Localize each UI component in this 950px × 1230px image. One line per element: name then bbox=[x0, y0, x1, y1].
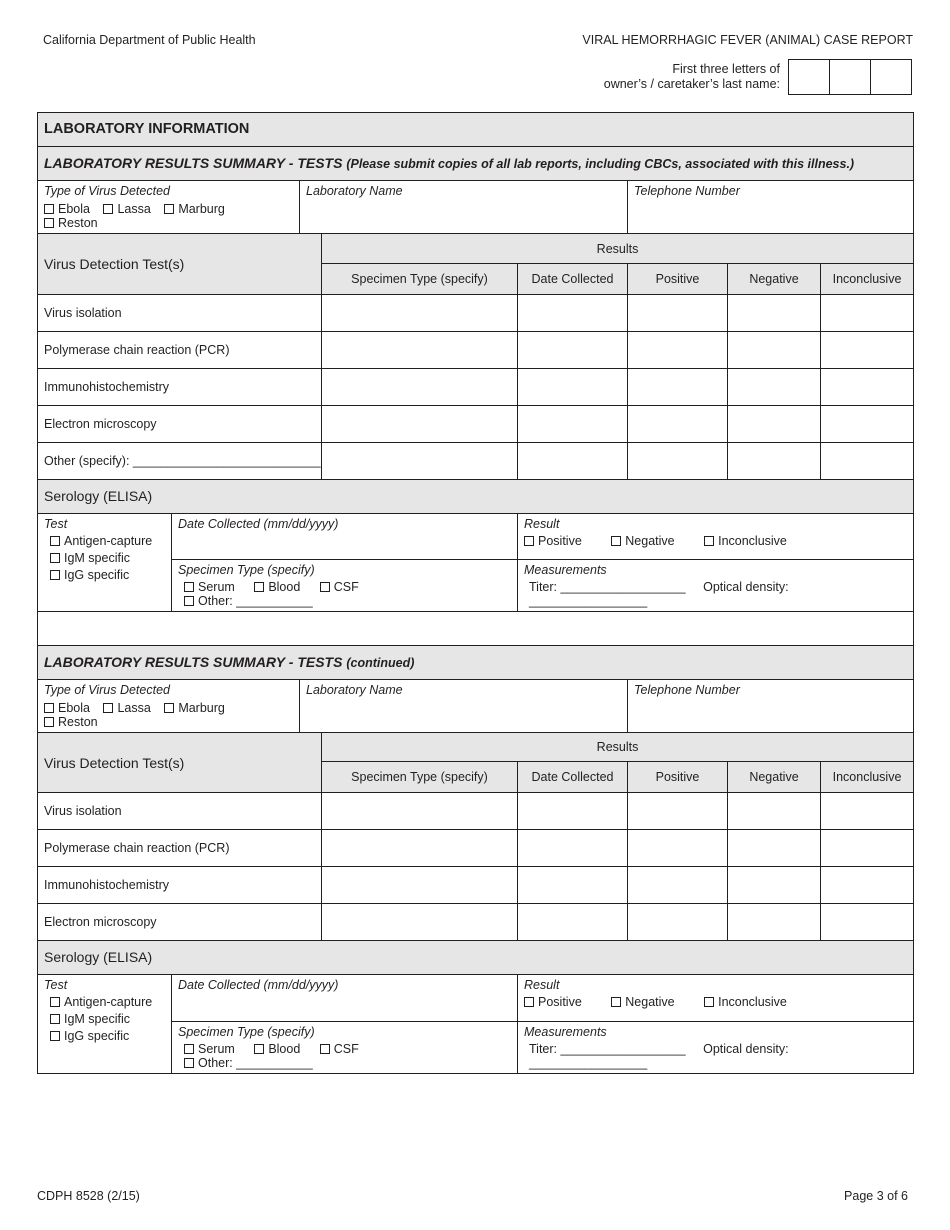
col-date-collected: Date Collected bbox=[518, 264, 628, 295]
result-option-negative[interactable]: Negative bbox=[611, 995, 674, 1009]
virus-detection-header: Virus Detection Test(s) bbox=[38, 234, 322, 295]
positive-cell[interactable] bbox=[628, 295, 728, 332]
checkbox[interactable] bbox=[524, 536, 534, 546]
checkbox[interactable] bbox=[524, 997, 534, 1007]
virus-option-marburg[interactable]: Marburg bbox=[164, 701, 225, 715]
col-positive: Positive bbox=[628, 264, 728, 295]
date-cell[interactable] bbox=[518, 867, 628, 904]
checkbox[interactable] bbox=[184, 1058, 194, 1068]
table-row bbox=[38, 793, 914, 830]
test-option-igm[interactable]: IgM specific bbox=[50, 1012, 171, 1026]
table-row bbox=[38, 867, 914, 904]
test-name: Immunohistochemistry bbox=[38, 867, 322, 904]
virus-option-marburg[interactable]: Marburg bbox=[164, 202, 225, 216]
checkbox[interactable] bbox=[254, 1044, 264, 1054]
col-specimen-type: Specimen Type (specify) bbox=[322, 762, 518, 793]
test-name: Polymerase chain reaction (PCR) bbox=[38, 332, 322, 369]
lab-name-field[interactable]: Laboratory Name bbox=[300, 680, 628, 733]
checkbox[interactable] bbox=[50, 997, 60, 1007]
col-positive: Positive bbox=[628, 762, 728, 793]
checkbox[interactable] bbox=[184, 1044, 194, 1054]
result-option-positive[interactable]: Positive bbox=[524, 995, 582, 1009]
results-header: Results bbox=[322, 234, 914, 264]
titer-field[interactable]: Titer: __________________ bbox=[529, 1042, 686, 1056]
test-name: Other (specify): ___________________________ bbox=[38, 443, 322, 480]
col-specimen-type: Specimen Type (specify) bbox=[322, 264, 518, 295]
virus-type-cell: Type of Virus Detected Ebola Lassa Marburg Reston bbox=[38, 680, 300, 733]
specimen-option-blood[interactable]: Blood bbox=[254, 1042, 300, 1056]
table-row bbox=[38, 369, 914, 406]
report-title: VIRAL HEMORRHAGIC FEVER (ANIMAL) CASE REPORT bbox=[582, 33, 913, 47]
positive-cell[interactable] bbox=[628, 369, 728, 406]
inconclusive-cell[interactable] bbox=[821, 406, 914, 443]
serology-title: Serology (ELISA) bbox=[38, 941, 914, 975]
checkbox[interactable] bbox=[611, 997, 621, 1007]
inconclusive-cell[interactable] bbox=[821, 443, 914, 480]
optical-density-field[interactable]: Optical density: _________________ bbox=[529, 580, 789, 608]
test-name: Immunohistochemistry bbox=[38, 369, 322, 406]
specimen-cell[interactable] bbox=[322, 295, 518, 332]
positive-cell[interactable] bbox=[628, 406, 728, 443]
checkbox[interactable] bbox=[254, 582, 264, 592]
result-option-inconclusive[interactable]: Inconclusive bbox=[704, 995, 787, 1009]
positive-cell[interactable] bbox=[628, 443, 728, 480]
summary-title-continued: LABORATORY RESULTS SUMMARY - TESTS (continued) bbox=[38, 646, 914, 680]
owner-initials-boxes[interactable] bbox=[788, 59, 912, 95]
table-row bbox=[38, 443, 914, 480]
specimen-cell[interactable] bbox=[322, 867, 518, 904]
positive-cell[interactable] bbox=[628, 867, 728, 904]
test-name: Electron microscopy bbox=[38, 406, 322, 443]
result-option-positive[interactable]: Positive bbox=[524, 534, 582, 548]
col-negative: Negative bbox=[728, 264, 821, 295]
checkbox[interactable] bbox=[164, 204, 174, 214]
checkbox[interactable] bbox=[44, 703, 54, 713]
date-cell[interactable] bbox=[518, 406, 628, 443]
owner-initial-1[interactable] bbox=[789, 60, 830, 94]
negative-cell[interactable] bbox=[728, 830, 821, 867]
inconclusive-cell[interactable] bbox=[821, 332, 914, 369]
specimen-option-csf[interactable]: CSF bbox=[320, 580, 359, 594]
virus-detection-header: Virus Detection Test(s) bbox=[38, 733, 322, 793]
virus-option-reston[interactable]: Reston bbox=[44, 216, 98, 230]
inconclusive-cell[interactable] bbox=[821, 867, 914, 904]
specimen-option-serum[interactable]: Serum bbox=[184, 1042, 235, 1056]
virus-option-ebola[interactable]: Ebola bbox=[44, 701, 90, 715]
table-row bbox=[38, 904, 914, 941]
negative-cell[interactable] bbox=[728, 406, 821, 443]
specimen-cell[interactable] bbox=[322, 904, 518, 941]
summary-title: LABORATORY RESULTS SUMMARY - TESTS (Please submit copies of all lab reports, including CBCs, associated with this illness.) bbox=[38, 147, 914, 181]
negative-cell[interactable] bbox=[728, 369, 821, 406]
date-cell[interactable] bbox=[518, 369, 628, 406]
checkbox[interactable] bbox=[320, 1044, 330, 1054]
checkbox[interactable] bbox=[103, 703, 113, 713]
specimen-option-csf[interactable]: CSF bbox=[320, 1042, 359, 1056]
specimen-option-other[interactable]: Other: ___________ bbox=[184, 594, 313, 608]
virus-option-ebola[interactable]: Ebola bbox=[44, 202, 90, 216]
negative-cell[interactable] bbox=[728, 332, 821, 369]
specimen-cell[interactable] bbox=[322, 793, 518, 830]
serology-result-cell: Result Positive Negative Inconclusive bbox=[518, 514, 914, 560]
table-row bbox=[38, 295, 914, 332]
inconclusive-cell[interactable] bbox=[821, 793, 914, 830]
telephone-field[interactable]: Telephone Number bbox=[628, 680, 914, 733]
test-name: Virus isolation bbox=[38, 295, 322, 332]
form-id: CDPH 8528 (2/15) bbox=[37, 1189, 140, 1203]
checkbox[interactable] bbox=[184, 582, 194, 592]
result-option-inconclusive[interactable]: Inconclusive bbox=[704, 534, 787, 548]
specimen-cell[interactable] bbox=[322, 406, 518, 443]
checkbox[interactable] bbox=[44, 204, 54, 214]
col-inconclusive: Inconclusive bbox=[821, 762, 914, 793]
date-cell[interactable] bbox=[518, 904, 628, 941]
table-row bbox=[38, 830, 914, 867]
owner-name-label: First three letters of owner’s / caretaker’s last name: bbox=[603, 62, 780, 91]
negative-cell[interactable] bbox=[728, 904, 821, 941]
serology-date-field[interactable]: Date Collected (mm/dd/yyyy) bbox=[172, 975, 518, 1022]
serology-measurements-cell: Measurements Titer: __________________ Optical density: _________________ bbox=[518, 1022, 914, 1074]
checkbox[interactable] bbox=[50, 553, 60, 563]
negative-cell[interactable] bbox=[728, 793, 821, 830]
test-name: Electron microscopy bbox=[38, 904, 322, 941]
date-cell[interactable] bbox=[518, 332, 628, 369]
negative-cell[interactable] bbox=[728, 295, 821, 332]
laboratory-form bbox=[37, 112, 913, 1074]
virus-type-cell: Type of Virus Detected Ebola Lassa Marburg Reston bbox=[38, 181, 300, 234]
test-name: Polymerase chain reaction (PCR) bbox=[38, 830, 322, 867]
inconclusive-cell[interactable] bbox=[821, 295, 914, 332]
col-negative: Negative bbox=[728, 762, 821, 793]
col-date-collected: Date Collected bbox=[518, 762, 628, 793]
lab-table-1 bbox=[37, 112, 914, 1074]
page-number: Page 3 of 6 bbox=[844, 1189, 908, 1203]
serology-test-cell: Test Antigen-capture IgM specific IgG specific bbox=[38, 975, 172, 1074]
owner-initial-2[interactable] bbox=[830, 60, 871, 94]
test-option-igg[interactable]: IgG specific bbox=[50, 1029, 171, 1043]
serology-specimen-cell: Specimen Type (specify) Serum Blood CSF Other: ___________ bbox=[172, 560, 518, 612]
positive-cell[interactable] bbox=[628, 830, 728, 867]
positive-cell[interactable] bbox=[628, 793, 728, 830]
checkbox[interactable] bbox=[184, 596, 194, 606]
test-option-antigen[interactable]: Antigen-capture bbox=[50, 995, 171, 1009]
inconclusive-cell[interactable] bbox=[821, 830, 914, 867]
col-inconclusive: Inconclusive bbox=[821, 264, 914, 295]
virus-option-reston[interactable]: Reston bbox=[44, 715, 98, 729]
test-option-igg[interactable]: IgG specific bbox=[50, 568, 171, 582]
date-cell[interactable] bbox=[518, 793, 628, 830]
section-title: LABORATORY INFORMATION bbox=[38, 113, 914, 147]
agency-name: California Department of Public Health bbox=[43, 33, 256, 47]
checkbox[interactable] bbox=[50, 1031, 60, 1041]
specimen-cell[interactable] bbox=[322, 332, 518, 369]
positive-cell[interactable] bbox=[628, 904, 728, 941]
serology-title: Serology (ELISA) bbox=[38, 480, 914, 514]
date-cell[interactable] bbox=[518, 830, 628, 867]
table-row bbox=[38, 332, 914, 369]
checkbox[interactable] bbox=[103, 204, 113, 214]
checkbox[interactable] bbox=[704, 997, 714, 1007]
specimen-cell[interactable] bbox=[322, 830, 518, 867]
checkbox[interactable] bbox=[50, 570, 60, 580]
results-header: Results bbox=[322, 733, 914, 762]
telephone-field[interactable]: Telephone Number bbox=[628, 181, 914, 234]
checkbox[interactable] bbox=[611, 536, 621, 546]
checkbox[interactable] bbox=[50, 1014, 60, 1024]
titer-field[interactable]: Titer: __________________ bbox=[529, 580, 686, 594]
lab-name-field[interactable]: Laboratory Name bbox=[300, 181, 628, 234]
date-cell[interactable] bbox=[518, 443, 628, 480]
checkbox[interactable] bbox=[704, 536, 714, 546]
checkbox[interactable] bbox=[320, 582, 330, 592]
spacer-row bbox=[38, 612, 914, 646]
specimen-cell[interactable] bbox=[322, 443, 518, 480]
negative-cell[interactable] bbox=[728, 867, 821, 904]
specimen-option-serum[interactable]: Serum bbox=[184, 580, 235, 594]
checkbox[interactable] bbox=[44, 717, 54, 727]
positive-cell[interactable] bbox=[628, 332, 728, 369]
checkbox[interactable] bbox=[44, 218, 54, 228]
optical-density-field[interactable]: Optical density: _________________ bbox=[529, 1042, 789, 1070]
inconclusive-cell[interactable] bbox=[821, 369, 914, 406]
date-cell[interactable] bbox=[518, 295, 628, 332]
owner-initial-3[interactable] bbox=[871, 60, 911, 94]
test-option-igm[interactable]: IgM specific bbox=[50, 551, 171, 565]
virus-option-lassa[interactable]: Lassa bbox=[103, 202, 150, 216]
virus-option-lassa[interactable]: Lassa bbox=[103, 701, 150, 715]
specimen-option-other[interactable]: Other: ___________ bbox=[184, 1056, 313, 1070]
serology-measurements-cell: Measurements Titer: __________________ Optical density: _________________ bbox=[518, 560, 914, 612]
specimen-cell[interactable] bbox=[322, 369, 518, 406]
result-option-negative[interactable]: Negative bbox=[611, 534, 674, 548]
serology-date-field[interactable]: Date Collected (mm/dd/yyyy) bbox=[172, 514, 518, 560]
virus-options bbox=[44, 202, 293, 230]
checkbox[interactable] bbox=[50, 536, 60, 546]
serology-test-cell: Test Antigen-capture IgM specific IgG specific bbox=[38, 514, 172, 612]
specimen-option-blood[interactable]: Blood bbox=[254, 580, 300, 594]
serology-specimen-cell: Specimen Type (specify) Serum Blood CSF Other: ___________ bbox=[172, 1022, 518, 1074]
test-option-antigen[interactable]: Antigen-capture bbox=[50, 534, 171, 548]
test-name: Virus isolation bbox=[38, 793, 322, 830]
inconclusive-cell[interactable] bbox=[821, 904, 914, 941]
negative-cell[interactable] bbox=[728, 443, 821, 480]
serology-result-cell: Result Positive Negative Inconclusive bbox=[518, 975, 914, 1022]
checkbox[interactable] bbox=[164, 703, 174, 713]
table-row bbox=[38, 406, 914, 443]
